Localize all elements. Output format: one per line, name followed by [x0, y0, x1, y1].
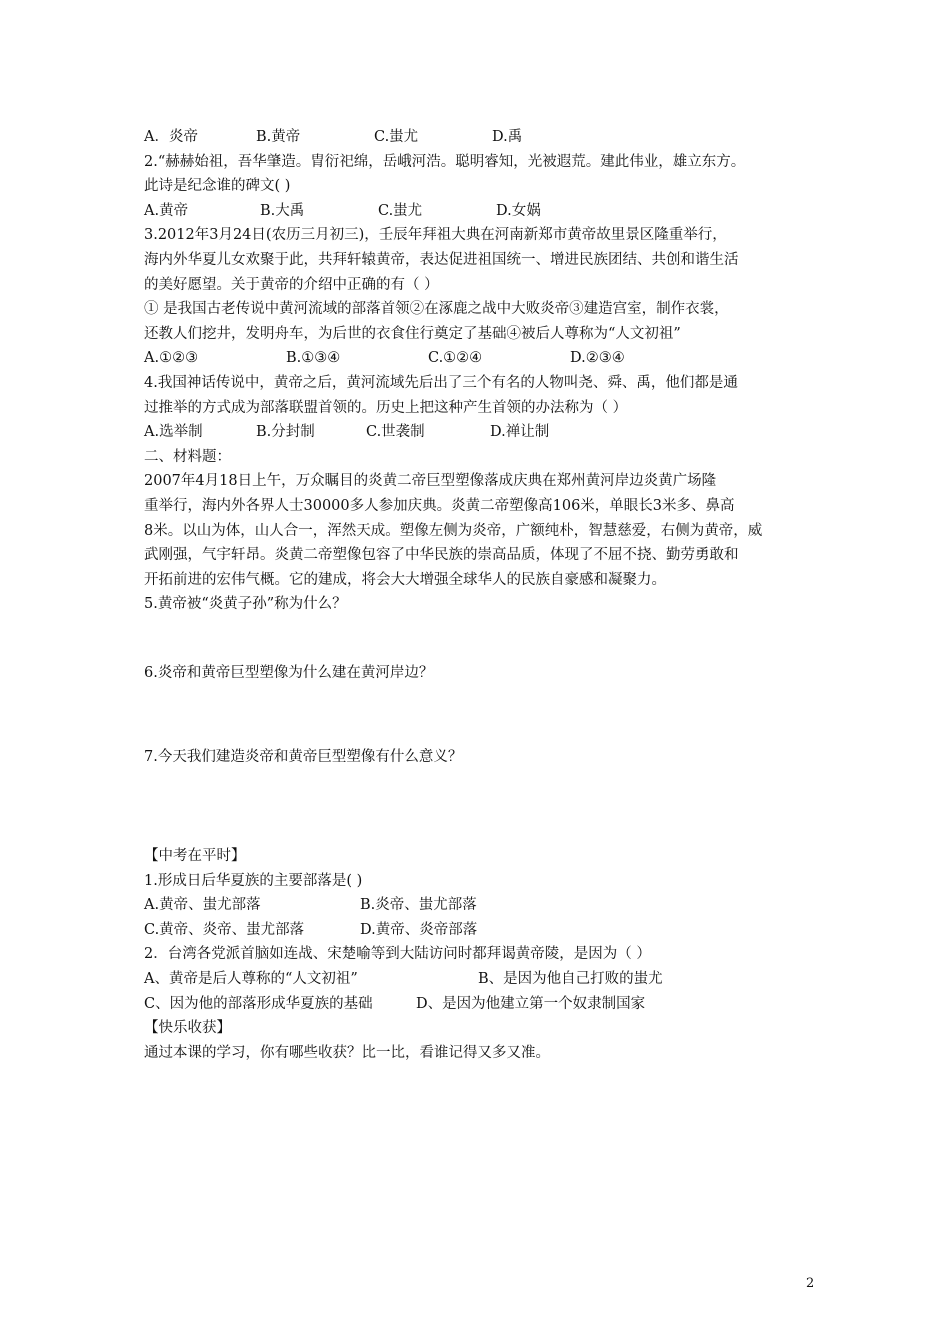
option: A.黄帝	[144, 202, 189, 219]
option: D.女娲	[496, 202, 541, 219]
option: A、黄帝是后人尊称的“人文初祖”	[144, 971, 358, 988]
option: C、因为他的部落形成华夏族的基础	[144, 995, 373, 1012]
question-3-line: 的美好愿望。关于黄帝的介绍中正确的有（ ）	[144, 276, 439, 293]
option: C.①②④	[428, 350, 483, 367]
option: A.黄帝、蚩尤部落	[144, 897, 261, 914]
question-7: 7.今天我们建造炎帝和黄帝巨型塑像有什么意义？	[144, 749, 463, 766]
material-line: 2007年4月18日上午，万众瞩目的炎黄二帝巨型塑像落成庆典在郑州黄河岸边炎黄广场隆	[144, 473, 717, 490]
option: B.①③④	[286, 350, 341, 367]
option: B.黄帝	[256, 129, 301, 145]
option: D.禹	[492, 129, 523, 145]
exam-section-title: 【中考在平时】	[144, 848, 246, 865]
option: C.世袭制	[366, 424, 425, 441]
option: A.①②③	[144, 350, 199, 367]
material-line: 武刚强，气宇轩昂。炎黄二帝塑像包容了中华民族的崇高品质，体现了不屈不挠、勤劳勇敢和	[144, 547, 739, 564]
q3-options	[144, 346, 824, 371]
question-2-line: 2.“赫赫始祖，吾华肇造。胄衍祀绵，岳峨河浩。聪明睿知，光被遐荒。建此伟业，雄立东方。	[144, 153, 746, 170]
question-4-line: 4.我国神话传说中，黄帝之后，黄河流域先后出了三个有名的人物叫尧、舜、禹，他们都是通	[144, 374, 738, 391]
question-5: 5.黄帝被“炎黄子孙”称为什么？	[144, 596, 347, 613]
question-4-line: 过推举的方式成为部落联盟首领的。历史上把这种产生首领的办法称为（ ）	[144, 399, 628, 416]
option: A.选举制	[144, 424, 203, 441]
option: B、是因为他自己打败的蚩尤	[478, 971, 663, 988]
material-line: 重举行，海内外各界人士30000多人参加庆典。炎黄二帝塑像高106米，单眼长3米多、鼻高	[144, 497, 735, 514]
question-3-line: 3.2012年3月24日(农历三月初三)，壬辰年拜祖大典在河南新郑市黄帝故里景区隆重举行，	[144, 227, 727, 244]
option: B.大禹	[260, 202, 305, 219]
question-2-line: 此诗是纪念谁的碑文( )	[144, 178, 291, 195]
question-3-line: ① 是我国古老传说中黄河流域的部落首领②在涿鹿之战中大败炎帝③建造宫室，制作衣裳，	[144, 301, 729, 318]
option: C.黄帝、炎帝、蚩尤部落	[144, 921, 305, 938]
option: D.黄帝、炎帝部落	[360, 921, 478, 938]
option: D.②③④	[570, 350, 625, 367]
exam-q2-options-row	[144, 967, 824, 992]
question-6: 6.炎帝和黄帝巨型塑像为什么建在黄河岸边？	[144, 664, 434, 681]
question-3-line: 海内外华夏儿女欢聚于此，共拜轩辕黄帝，表达促进祖国统一、增进民族团结、共创和谐生活	[144, 251, 739, 268]
q4-options	[144, 420, 824, 445]
option: B.炎帝、蚩尤部落	[360, 897, 477, 914]
harvest-section-title: 【快乐收获】	[144, 1020, 231, 1037]
material-line: 8米。以山为体，山人合一，浑然天成。塑像左侧为炎帝，广额纯朴，智慧慈爱，右侧为黄帝，威	[144, 522, 763, 539]
q2-options	[144, 199, 824, 224]
exam-question-1: 1.形成日后华夏族的主要部落是( )	[144, 872, 363, 889]
option: A．炎帝	[144, 129, 198, 145]
harvest-text: 通过本课的学习，你有哪些收获？比一比，看谁记得又多又准。	[144, 1044, 550, 1061]
material-line: 开拓前进的宏伟气概。它的建成，将会大大增强全球华人的民族自豪感和凝聚力。	[144, 571, 666, 588]
option: C.蚩尤	[374, 129, 419, 145]
section-2-title: 二、材料题：	[144, 448, 231, 465]
q1-options	[144, 125, 824, 150]
exam-q1-options-row	[144, 893, 824, 918]
page-number: 2	[806, 1276, 815, 1291]
option: D.禅让制	[490, 424, 550, 441]
exam-q2-options-row	[144, 992, 824, 1017]
document-body	[144, 125, 824, 1065]
question-3-line: 还教人们挖井，发明舟车，为后世的衣食住行奠定了基础④被后人尊称为“人文初祖”	[144, 325, 681, 342]
exam-q1-options-row	[144, 918, 824, 943]
option: B.分封制	[256, 424, 315, 441]
option: D、是因为他建立第一个奴隶制国家	[416, 995, 646, 1012]
option: C.蚩尤	[378, 202, 423, 219]
exam-question-2: 2．台湾各党派首脑如连战、宋楚喻等到大陆访问时都拜谒黄帝陵，是因为（ ）	[144, 946, 651, 963]
